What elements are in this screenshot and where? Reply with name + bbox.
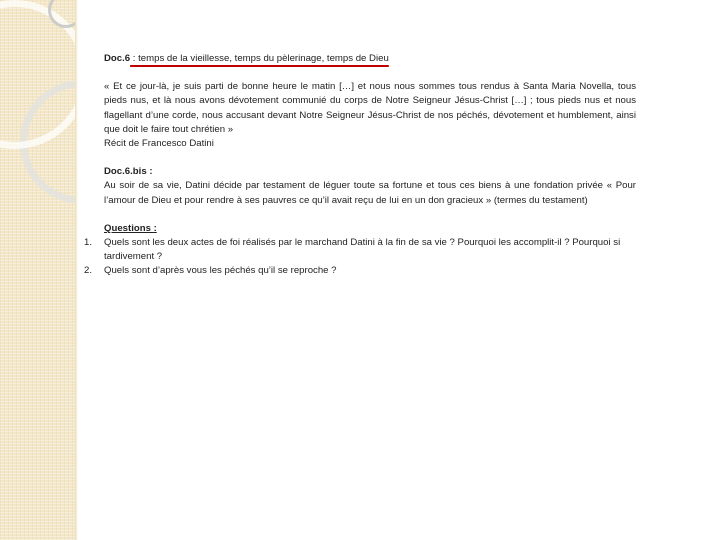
doc6bis-text: Au soir de sa vie, Datini décide par testament de léguer toute sa fortune et tous ces biens à une fondation privée « Pour l’amour de Dieu et pour rendre à ses pauvres ce qu’il avait reçu de lui en un don gracieux » (termes du testament)	[104, 180, 636, 206]
document-body	[84, 52, 636, 279]
doc6-quote: « Et ce jour-là, je suis parti de bonne heure le matin […] et nous nous sommes tous rendus à Santa Maria Novella, tous pieds nus, et là nous avons dévotement communié du corps de Notre Seigneur Jésus-Christ […] ; tous pieds nus et nous flagellant d’une corde, nous accusant devant Notre Seigneur Jésus-Christ de nos péchés, dévotement et humblement, ainsi que doit le faire tout chrétien »	[104, 81, 636, 135]
doc6-heading	[104, 52, 636, 66]
question-item	[84, 236, 636, 264]
sidebar-edge	[75, 0, 78, 540]
doc6-source: Récit de Francesco Datini	[104, 138, 214, 150]
question-text: Quels sont d’après vous les péchés qu’il se reproche ?	[104, 265, 337, 277]
questions-heading: Questions :	[104, 222, 157, 234]
doc6bis-label: Doc.6.bis :	[104, 166, 153, 178]
question-text: Quels sont les deux actes de foi réalisés par le marchand Datini à la fin de sa vie ? Pourquoi les accomplit-il ? Pourquoi si tardivement ?	[104, 237, 621, 263]
doc6-title: : temps de la vieillesse, temps du pèlerinage, temps de Dieu	[130, 53, 389, 64]
question-number: 1.	[84, 237, 93, 249]
question-item	[84, 264, 636, 278]
decorative-sidebar	[0, 0, 75, 540]
questions-list	[84, 236, 636, 279]
doc6-label: Doc.6	[104, 53, 131, 64]
question-number: 2.	[84, 265, 93, 277]
